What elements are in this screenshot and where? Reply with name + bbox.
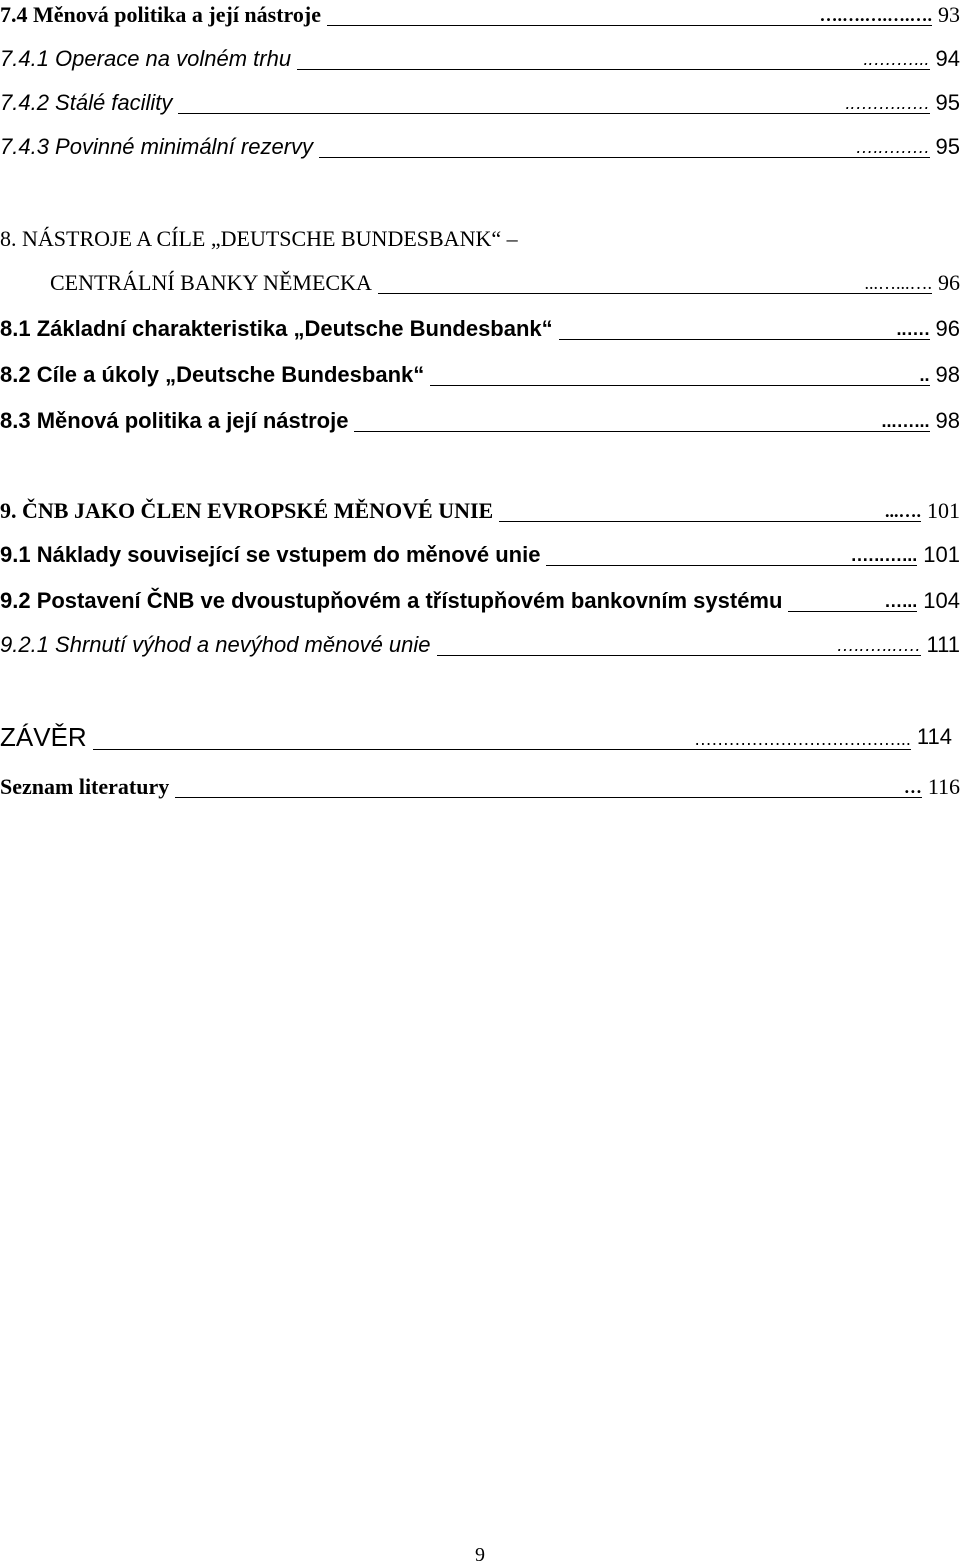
- toc-page-number: 96: [935, 316, 960, 341]
- toc-leader: [354, 408, 929, 434]
- toc-leader-dots: ..….…...: [863, 49, 930, 69]
- toc-leader: [559, 316, 930, 342]
- toc-entry-8-1[interactable]: [0, 316, 960, 342]
- toc-leader-dots: ..….…..….: [845, 93, 930, 113]
- toc-entry-7-4-1[interactable]: [0, 46, 960, 72]
- toc-leader: [175, 774, 922, 800]
- toc-entry-title: 9.1 Náklady související se vstupem do měnové unie: [0, 542, 541, 567]
- toc-page-number: 95: [935, 134, 960, 159]
- toc-heading-8-line1[interactable]: [0, 226, 960, 252]
- toc-entry-title: 9.2 Postavení ČNB ve dvoustupňovém a třístupňovém bankovním systému: [0, 588, 783, 613]
- toc-entry-title: 7.4.2 Stálé facility: [0, 90, 173, 115]
- toc-entry-title: CENTRÁLNÍ BANKY NĚMECKA: [50, 270, 372, 295]
- toc-entry-8[interactable]: [50, 270, 960, 296]
- toc-page-number: 98: [935, 362, 960, 387]
- toc-leader-dots: ..….: [896, 319, 930, 339]
- toc-page-number: 116: [927, 774, 960, 799]
- toc-leader: [788, 588, 917, 614]
- toc-page-number: 93: [938, 2, 960, 27]
- toc-leader-dots: …...: [884, 591, 918, 611]
- toc-entry-title: Seznam literatury: [0, 774, 170, 799]
- toc-leader: [430, 362, 929, 388]
- page-number: 9: [475, 1544, 485, 1566]
- toc-page-number: 98: [935, 408, 960, 433]
- toc-entry-7-4-3[interactable]: [0, 134, 960, 160]
- toc-entry-title: ZÁVĚR: [0, 722, 87, 752]
- toc-entry-zaver[interactable]: [0, 722, 952, 752]
- toc-page-number: 111: [926, 632, 960, 657]
- toc-entry-title: 7.4 Měnová politika a její nástroje: [0, 2, 322, 27]
- toc-leader-dots: ….….….….….….….….…...: [693, 729, 911, 749]
- toc-entry-7-4[interactable]: [0, 2, 960, 28]
- toc-leader-dots: …..…...….: [836, 635, 921, 655]
- toc-leader-dots: …..….….: [855, 137, 930, 157]
- toc-leader: [546, 542, 917, 568]
- toc-leader: [319, 134, 929, 160]
- toc-page-number: 101: [923, 542, 960, 567]
- toc-leader: [499, 498, 921, 524]
- toc-leader: [378, 270, 932, 296]
- toc-page-number: 96: [938, 270, 960, 295]
- toc-entry-title: 8.1 Základní charakteristika „Deutsche Bundesbank“: [0, 316, 553, 341]
- toc-leader-dots: ..: [919, 365, 930, 385]
- toc-leader: [93, 726, 911, 752]
- toc-entry-title: 8. NÁSTROJE A CÍLE „DEUTSCHE BUNDESBANK“ –: [0, 226, 518, 251]
- toc-page-number: 104: [923, 588, 960, 613]
- toc-entry-9-2[interactable]: [0, 588, 960, 614]
- toc-entry-8-2[interactable]: [0, 362, 960, 388]
- toc-leader-dots: ….….….….….: [819, 5, 932, 25]
- toc-entry-title: 8.2 Cíle a úkoly „Deutsche Bundesbank“: [0, 362, 425, 387]
- toc-leader-dots: .…..…...: [851, 545, 918, 565]
- toc-leader: [327, 2, 932, 28]
- toc-leader: [178, 90, 929, 116]
- toc-entry-9-2-1[interactable]: [0, 632, 960, 658]
- toc-entry-7-4-2[interactable]: [0, 90, 960, 116]
- toc-page-number: 95: [935, 90, 960, 115]
- toc-entry-9-1[interactable]: [0, 542, 960, 568]
- toc-leader: [437, 632, 921, 658]
- toc-entry-literatura[interactable]: [0, 774, 960, 800]
- toc-entry-title: 7.4.3 Povinné minimální rezervy: [0, 134, 314, 159]
- toc-leader-dots: …: [903, 777, 922, 797]
- toc-entry-title: 7.4.1 Operace na volném trhu: [0, 46, 292, 71]
- toc-entry-title: 8.3 Měnová politika a její nástroje: [0, 408, 349, 433]
- toc-entry-title: 9.2.1 Shrnutí výhod a nevýhod měnové unie: [0, 632, 431, 657]
- toc-leader-dots: ...….: [885, 501, 921, 521]
- toc-leader: [297, 46, 929, 72]
- toc-page-number: 101: [927, 498, 960, 523]
- toc-entry-title: 9. ČNB JAKO ČLEN EVROPSKÉ MĚNOVÉ UNIE: [0, 498, 494, 523]
- toc-page-number: 94: [935, 46, 960, 71]
- toc-entry-9[interactable]: [0, 498, 960, 524]
- toc-entry-8-3[interactable]: [0, 408, 960, 434]
- toc-leader-dots: ...…...….: [864, 273, 932, 293]
- toc-leader-dots: ...…...: [881, 411, 930, 431]
- toc-page-number: 114: [916, 724, 952, 749]
